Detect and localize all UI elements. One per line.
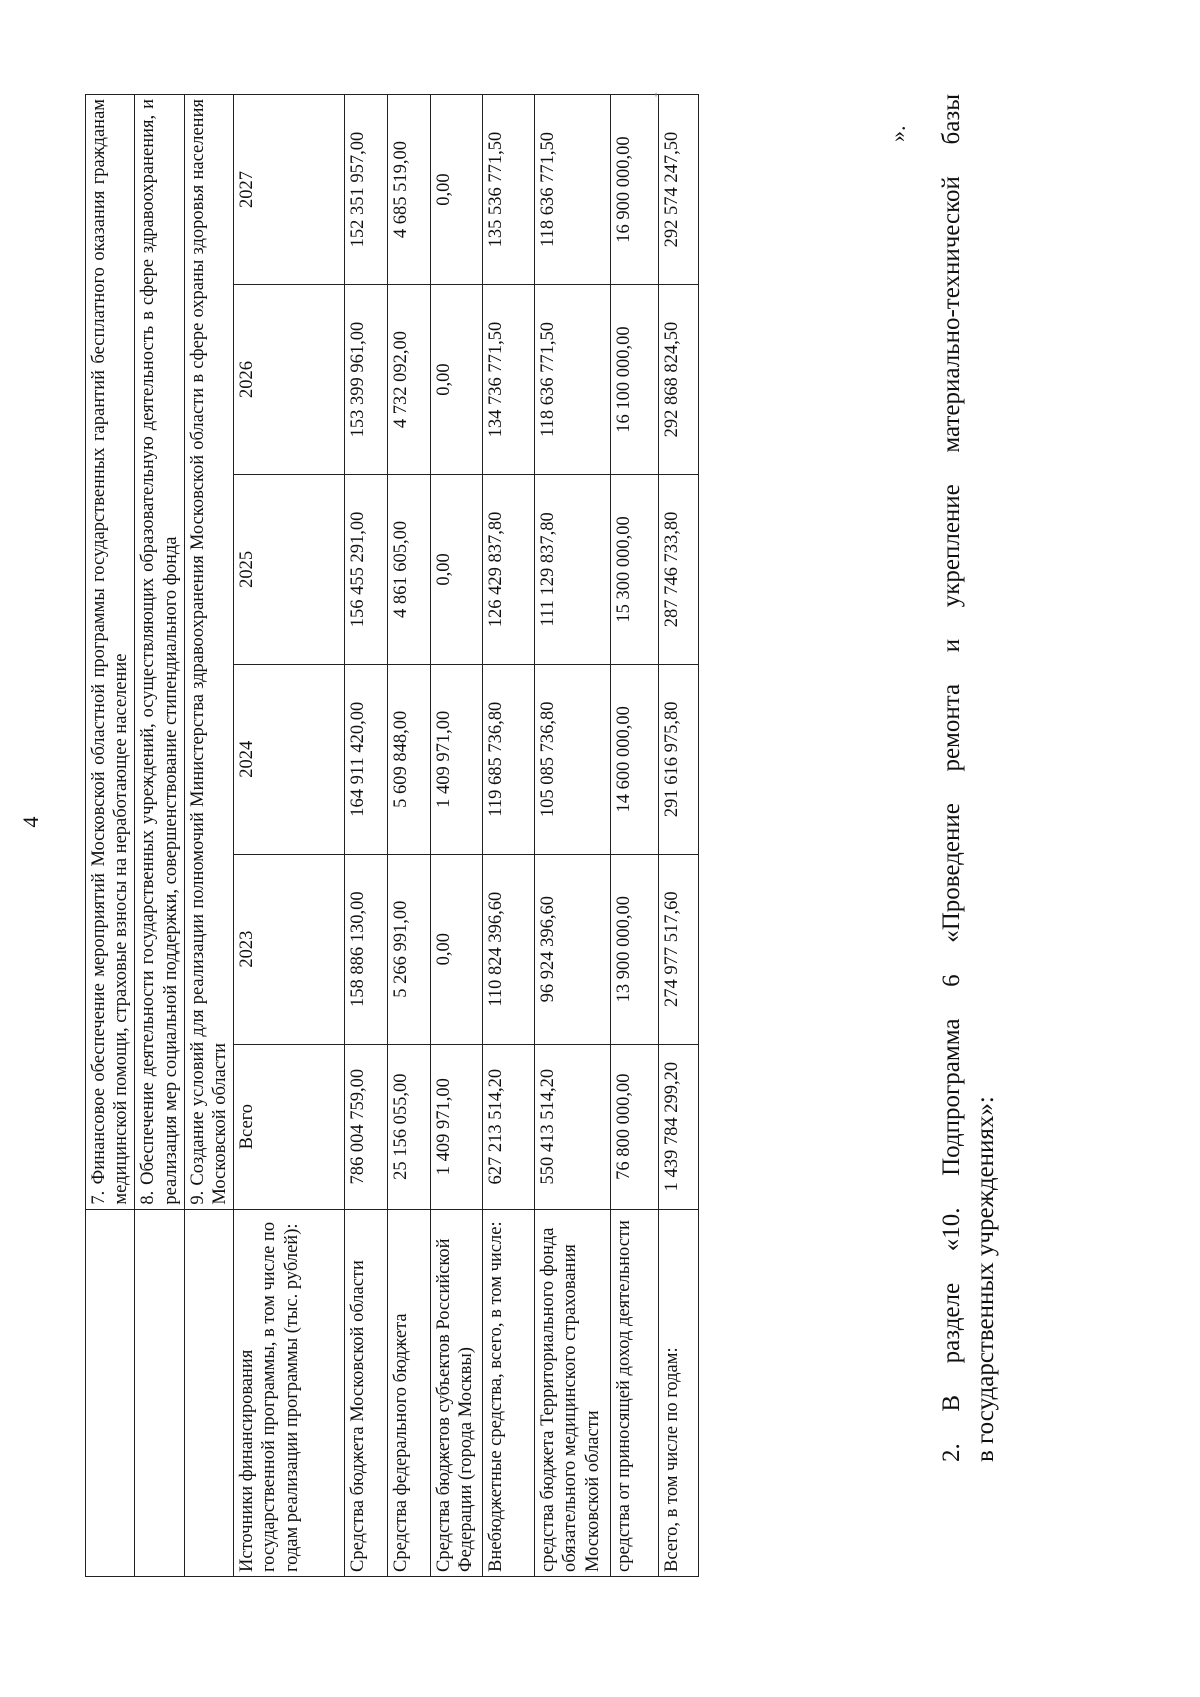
cell-value: 1 409 971,00 <box>431 664 483 854</box>
cell-value: 16 900 000,00 <box>611 95 659 285</box>
closing-quote-mark: ». <box>885 125 910 142</box>
table-row <box>611 95 659 1577</box>
row-label: Внебюджетные средства, всего, в том числе: <box>483 1209 535 1576</box>
column-header: 2026 <box>234 285 345 475</box>
cell-value: 292 868 824,50 <box>659 285 699 475</box>
cell-value: 0,00 <box>431 854 483 1044</box>
cell-value: 156 455 291,00 <box>345 474 388 664</box>
cell-value: 105 085 736,80 <box>535 664 611 854</box>
table-row <box>388 95 431 1577</box>
row-label: Средства бюджетов субъектов Российской Федерации (города Москвы) <box>431 1209 483 1576</box>
cell-value: 135 536 771,50 <box>483 95 535 285</box>
table-row <box>345 95 388 1577</box>
cell-value: 111 129 837,80 <box>535 474 611 664</box>
paragraph-line: 2. В разделе «10. Подпрограмма 6 «Проведение ремонта и укрепление материально-технической базы <box>938 94 965 1462</box>
amendment-paragraph <box>935 94 1003 1462</box>
table-row <box>431 95 483 1577</box>
row-label: средства от приносящей доход деятельности <box>611 1209 659 1576</box>
cell-value: 96 924 396,60 <box>535 854 611 1044</box>
column-header: 2023 <box>234 854 345 1044</box>
task-row <box>86 95 135 1577</box>
financing-table <box>85 94 699 1577</box>
task-item: 8. Обеспечение деятельности государственных учреждений, осуществляющих образовательную деятельность в сфере здравоохранения, и реализация мер социальной поддержки, совершенствование стипендиального фонда <box>135 95 184 1210</box>
cell-value: 158 886 130,00 <box>345 854 388 1044</box>
task-item: 7. Финансовое обеспечение мероприятий Московской областной программы государственных гарантий бесплатного оказания гражданам медицинской помощи, страховые взносы на неработающее население <box>86 95 135 1210</box>
cell-value: 786 004 759,00 <box>345 1044 388 1209</box>
cell-value: 14 600 000,00 <box>611 664 659 854</box>
row-label: Средства федерального бюджета <box>388 1209 431 1576</box>
table-header-row <box>234 95 345 1577</box>
cell-value: 164 911 420,00 <box>345 664 388 854</box>
cell-value: 153 399 961,00 <box>345 285 388 475</box>
cell-value: 119 685 736,80 <box>483 664 535 854</box>
cell-value: 0,00 <box>431 95 483 285</box>
cell-value: 291 616 975,80 <box>659 664 699 854</box>
cell-value: 0,00 <box>431 474 483 664</box>
margin-mark: - <box>648 92 663 97</box>
column-header: 2025 <box>234 474 345 664</box>
cell-value: 4 685 519,00 <box>388 95 431 285</box>
task-left-cell <box>184 1209 233 1576</box>
cell-value: 110 824 396,60 <box>483 854 535 1044</box>
task-row <box>184 95 233 1577</box>
task-item: 9. Создание условий для реализации полномочий Министерства здравоохранения Московской области в сфере охраны здоровья населения Московской области <box>184 95 233 1210</box>
cell-value: 1 439 784 299,20 <box>659 1044 699 1209</box>
sources-header: Источники финансирования государственной программы, в том числе по годам реализации программы (тыс. рублей): <box>234 1209 345 1576</box>
task-row <box>135 95 184 1577</box>
column-header: 2024 <box>234 664 345 854</box>
cell-value: 627 213 514,20 <box>483 1044 535 1209</box>
cell-value: 15 300 000,00 <box>611 474 659 664</box>
cell-value: 118 636 771,50 <box>535 285 611 475</box>
table-row-total <box>659 95 699 1577</box>
task-left-cell <box>86 1209 135 1576</box>
row-label: Всего, в том числе по годам: <box>659 1209 699 1576</box>
cell-value: 4 861 605,00 <box>388 474 431 664</box>
page-number: 4 <box>18 816 43 828</box>
cell-value: 118 636 771,50 <box>535 95 611 285</box>
cell-value: 274 977 517,60 <box>659 854 699 1044</box>
cell-value: 25 156 055,00 <box>388 1044 431 1209</box>
cell-value: 16 100 000,00 <box>611 285 659 475</box>
cell-value: 292 574 247,50 <box>659 95 699 285</box>
cell-value: 550 413 514,20 <box>535 1044 611 1209</box>
row-label: Средства бюджета Московской области <box>345 1209 388 1576</box>
cell-value: 4 732 092,00 <box>388 285 431 475</box>
column-header: Всего <box>234 1044 345 1209</box>
task-left-cell <box>135 1209 184 1576</box>
cell-value: 152 351 957,00 <box>345 95 388 285</box>
cell-value: 76 800 000,00 <box>611 1044 659 1209</box>
cell-value: 287 746 733,80 <box>659 474 699 664</box>
cell-value: 1 409 971,00 <box>431 1044 483 1209</box>
row-label: средства бюджета Территориального фонда обязательного медицинского страхования Московской области <box>535 1209 611 1576</box>
table-row <box>483 95 535 1577</box>
cell-value: 13 900 000,00 <box>611 854 659 1044</box>
cell-value: 0,00 <box>431 285 483 475</box>
cell-value: 126 429 837,80 <box>483 474 535 664</box>
cell-value: 134 736 771,50 <box>483 285 535 475</box>
table-row <box>535 95 611 1577</box>
paragraph-line: в государственных учреждениях»: <box>971 1096 999 1462</box>
cell-value: 5 609 848,00 <box>388 664 431 854</box>
column-header: 2027 <box>234 95 345 285</box>
cell-value: 5 266 991,00 <box>388 854 431 1044</box>
